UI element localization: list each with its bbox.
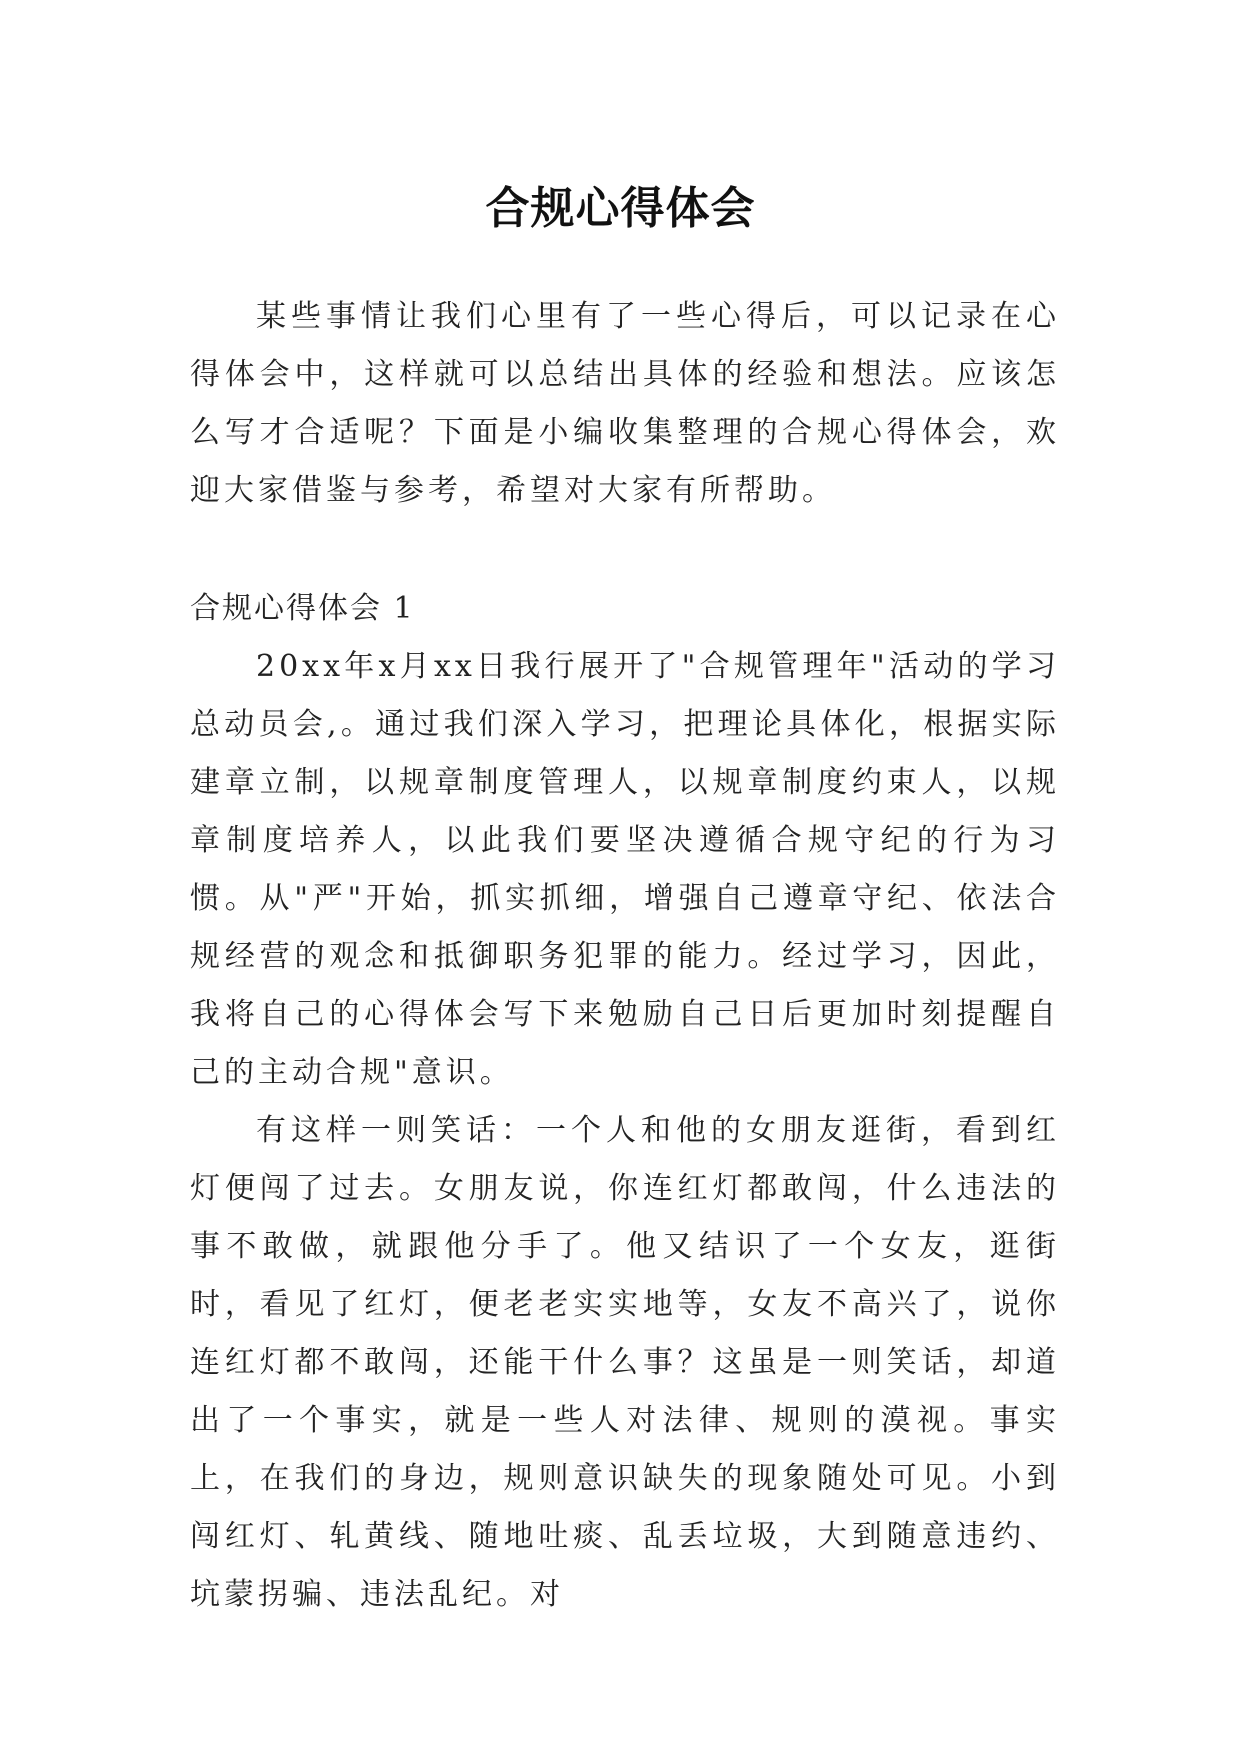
section-heading: 合规心得体会 1 <box>190 591 415 626</box>
intro-paragraph: 某些事情让我们心里有了一些心得后，可以记录在心得体会中，这样就可以总结出具体的经验和想法。应该怎么写才合适呢？下面是小编收集整理的合规心得体会，欢迎大家借鉴与参考，希望对大家有所帮助。 <box>190 299 1060 508</box>
body-paragraph: 20xx年x月xx日我行展开了"合规管理年"活动的学习总动员会,。通过我们深入学习，把理论具体化，根据实际建章立制，以规章制度管理人，以规章制度约束人，以规章制度培养人，以此我们要坚决遵循合规守纪的行为习惯。从"严"开始，抓实抓细，增强自己遵章守纪、依法合规经营的观念和抵御职务犯罪的能力。经过学习，因此，我将自己的心得体会写下来勉励自己日后更加时刻提醒自己的主动合规"意识。 <box>190 649 1060 1090</box>
document-title: 合规心得体会 <box>485 183 756 235</box>
body-paragraph: 有这样一则笑话：一个人和他的女朋友逛街，看到红灯便闯了过去。女朋友说，你连红灯都敢闯，什么违法的事不敢做，就跟他分手了。他又结识了一个女友，逛街时，看见了红灯，便老老实实地等，女友不高兴了，说你连红灯都不敢闯，还能干什么事？这虽是一则笑话，却道出了一个事实，就是一些人对法律、规则的漠视。事实上，在我们的身边，规则意识缺失的现象随处可见。小到闯红灯、轧黄线、随地吐痰、乱丢垃圾，大到随意违约、坑蒙拐骗、违法乱纪。对 <box>190 1113 1060 1612</box>
